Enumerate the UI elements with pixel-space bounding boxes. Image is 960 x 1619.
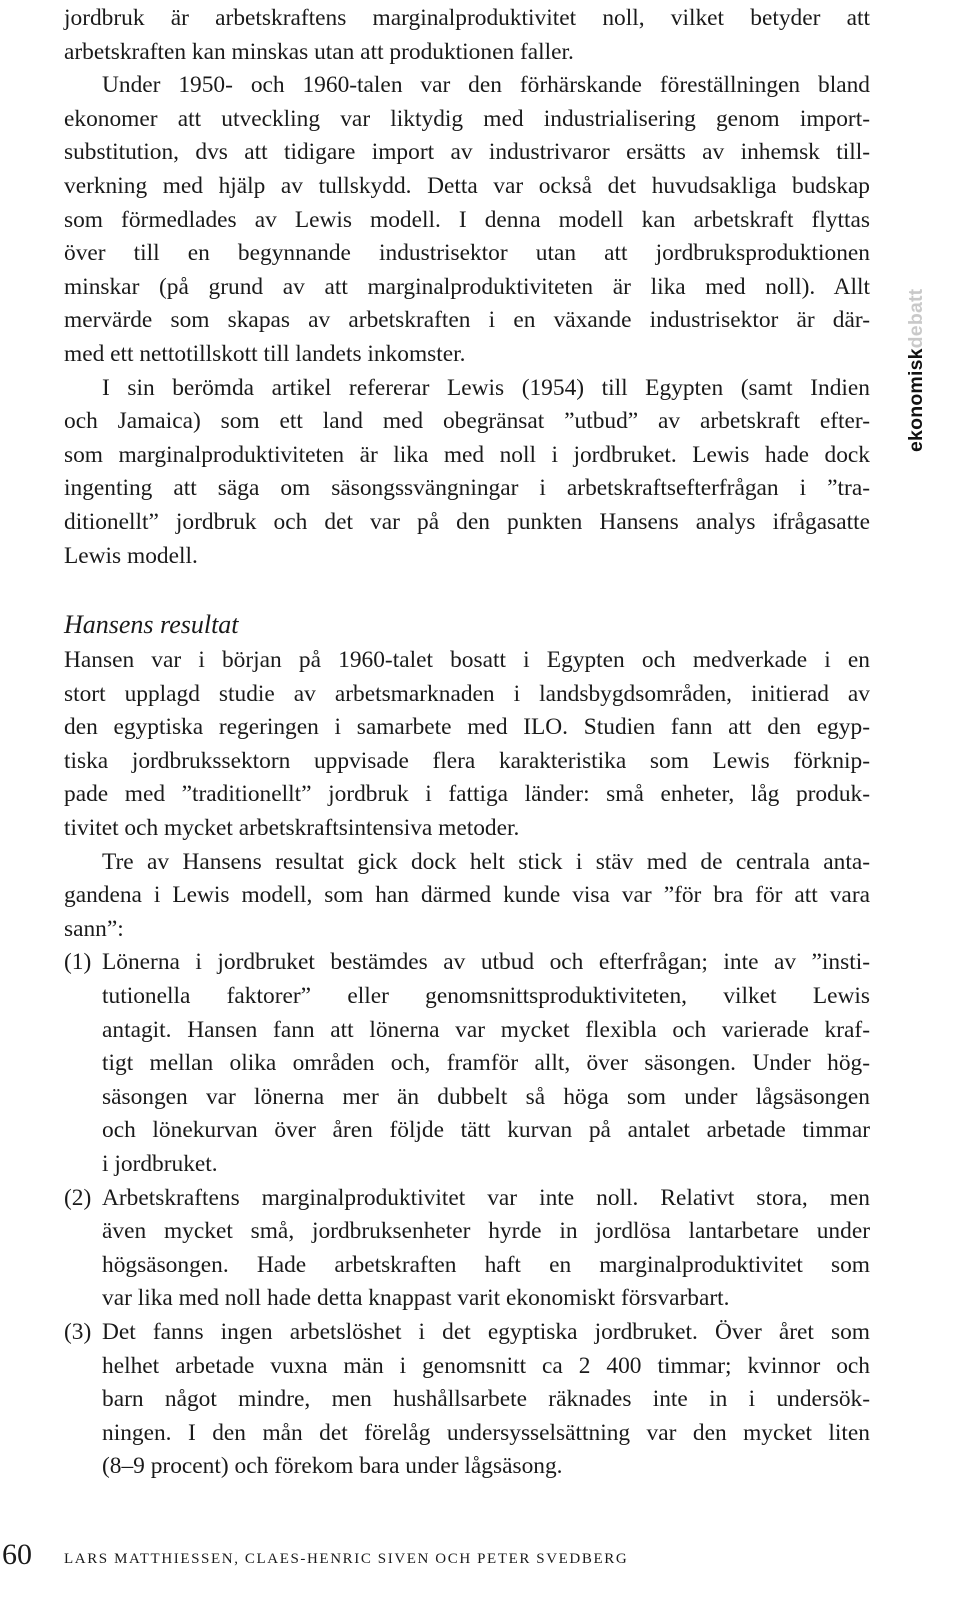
text-line: ekonomer att utveckling var liktydig med industrialisering genom import- [64,105,870,132]
text-line: I sin berömda artikel refererar Lewis (1954) till Egypten (samt Indien [102,374,870,401]
text-line: och Jamaica) som ett land med obegränsat ”utbud” av arbetskraft efter- [64,408,870,435]
text-line: som marginalproduktiviteten är lika med noll i jordbruket. Lewis hade dock [64,441,870,468]
text-line: jordbruk är arbetskraftens marginalproduktivitet noll, vilket betyder att [64,5,870,31]
text-line: Det fanns ingen arbetslöshet i det egyptiska jordbruket. Över året som [102,1318,870,1345]
text-line: över till en begynnande industrisektor utan att jordbruksproduktionen [64,240,870,267]
text-line: helhet arbetade vuxna män i genomsnitt ca 2 400 timmar; kvinnor och [102,1352,870,1379]
text-line: Under 1950- och 1960-talen var den förhärskande föreställningen bland [102,72,870,99]
text-line: den egyptiska regeringen i samarbete med ILO. Studien fann att den egyp- [64,714,870,741]
text-line: i jordbruket. [102,1151,218,1177]
list-number: (1) [64,949,92,976]
text-line: tigt mellan olika områden och, framför allt, över säsongen. Under hög- [102,1050,870,1077]
text-line: (8–9 procent) och förekom bara under lågsäsong. [102,1453,563,1480]
text-line: verkning med hjälp av tullskydd. Detta var också det huvudsakliga budskap [64,172,870,199]
text-line: säsongen var lönerna mer än dubbelt så höga som under lågsäsongen [102,1083,870,1110]
text-line: stort upplagd studie av arbetsmarknaden i landsbygdsområden, initierad av [64,680,870,707]
results-list [64,946,870,1484]
text-line: barn något mindre, men hushållsarbete räknades inte in i undersök- [102,1386,870,1413]
text-line: minskar (på grund av att marginalproduktiviteten är lika med noll). Allt [64,273,870,300]
page-number: 60 [2,1538,32,1571]
text-line: ditionellt” jordbruk och det var på den punkten Hansens analys ifrågasatte [64,508,870,535]
text-line: sann”: [64,915,124,942]
paragraph-lewis-egypt [64,372,870,574]
text-line: Lewis modell. [64,542,198,569]
text-line: pade med ”traditionellt” jordbruk i fattiga länder: små enheter, låg produk- [64,781,870,808]
text-line: som förmedlades av Lewis modell. I denna modell kan arbetskraft flyttas [64,206,870,233]
text-line: antagit. Hansen fann att lönerna var mycket flexibla och varierade kraf- [102,1016,870,1043]
list-number: (3) [64,1318,92,1345]
text-line: tivitet och mycket arbetskraftsintensiva metoder. [64,815,520,842]
text-line: tutionella faktorer” eller genomsnittsproduktiviteten, vilket Lewis [102,983,870,1010]
text-line: och lönekurvan över åren följde tätt kurvan på antalet arbetade timmar [102,1117,870,1144]
list-item [64,1182,870,1316]
footer-authors: LARS MATTHIESSEN, CLAES-HENRIC SIVEN OCH PETER SVEDBERG [64,1551,629,1567]
text-line: högsäsongen. Hade arbetskraften haft en marginalproduktivitet som [102,1251,870,1278]
text-line: ingenting att säga om säsongssvängningar i arbetskraftsefterfrågan i ”tra- [64,475,870,502]
text-line: gandena i Lewis modell, som han därmed kunde visa var ”för bra för att vara [64,882,870,909]
list-item [64,946,870,1181]
text-line: var lika med noll hade detta knappast varit ekonomiskt försvarbart. [102,1285,730,1312]
text-line: Hansen var i början på 1960-talet bosatt i Egypten och medverkade i en [64,647,870,674]
list-number: (2) [64,1184,92,1211]
paragraph-intro [64,2,870,69]
page-body [64,0,870,1484]
text-line: Arbetskraftens marginalproduktivitet var inte noll. Relativt stora, men [102,1184,870,1211]
text-line: arbetskraften kan minskas utan att produktionen faller. [64,38,574,65]
text-line: tiska jordbrukssektorn uppvisade flera karakteristika som Lewis förknip- [64,747,870,774]
text-line: med ett nettotillskott till landets inkomster. [64,340,466,367]
paragraph-1950s [64,69,870,371]
text-line: ningen. I den mån det förelåg undersysselsättning var den mycket liten [102,1419,870,1446]
text-line: även mycket små, jordbruksenheter hyrde in jordlösa lantarbetare under [102,1218,870,1245]
paragraph-three-results [64,846,870,947]
journal-side-label: ekonomiskdebatt [905,288,927,452]
text-line: substitution, dvs att tidigare import av industrivaror ersätts av inhemsk till- [64,139,870,166]
text-line: Lönerna i jordbruket bestämdes av utbud och efterfrågan; inte av ”insti- [102,949,870,976]
list-item [64,1316,870,1484]
text-line: Tre av Hansens resultat gick dock helt stick i stäv med de centrala anta- [102,848,870,875]
paragraph-hansen-study [64,644,870,846]
text-line: mervärde som skapas av arbetskraften i en växande industrisektor är där- [64,307,870,334]
section-heading: Hansens resultat [64,610,239,640]
